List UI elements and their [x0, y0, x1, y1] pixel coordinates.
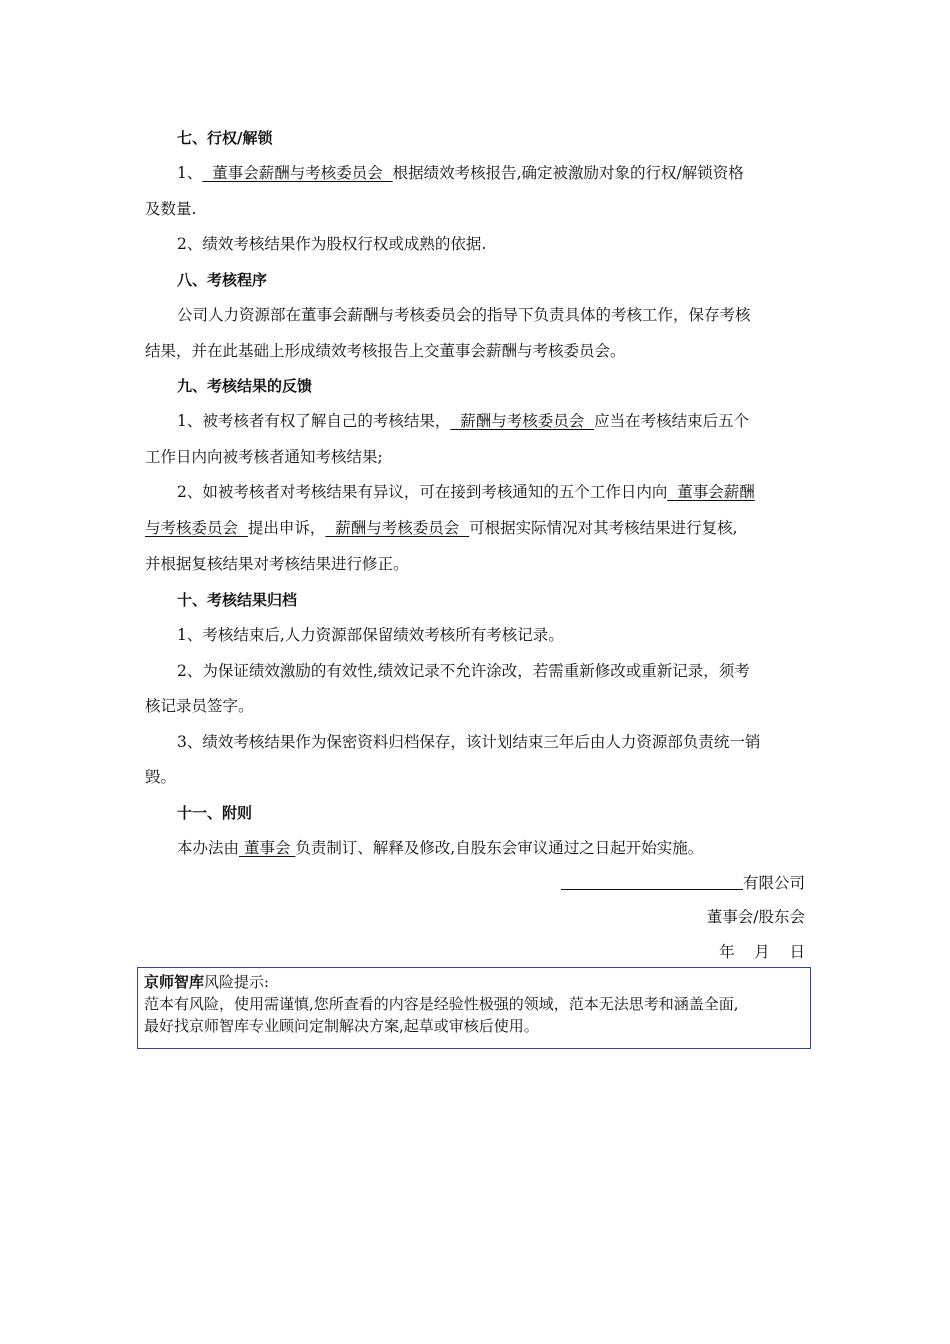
text: 1、被考核者有权了解自己的考核结果，: [177, 412, 451, 430]
text: 风险提示:: [204, 973, 270, 991]
paragraph: [177, 482, 810, 502]
signature-body: 董事会/股东会: [706, 908, 805, 926]
text: 1、: [177, 164, 203, 182]
text: 负责制订、解释及修改,自股东会审议通过之日起开始实施。: [295, 839, 704, 857]
underlined-party: 薪酬与考核委员会: [325, 519, 470, 537]
text: 提出申诉，: [247, 519, 326, 537]
underlined-party: 董事会薪酬与考核委员会: [202, 164, 393, 182]
signature-company: [561, 873, 805, 893]
text: 根据绩效考核报告,确定被激励对象的行权/解锁资格: [392, 164, 744, 182]
text: 应当在考核结束后五个: [594, 412, 750, 430]
section-heading-archive: 十、考核结果归档: [177, 591, 298, 609]
text: 本办法由: [177, 839, 240, 857]
paragraph: 2、为保证绩效激励的有效性,绩效记录不允许涂改，若需重新修改或重新记录，须考: [177, 662, 750, 680]
section-heading-vesting: 七、行权/解锁: [177, 129, 273, 147]
paragraph: [177, 411, 810, 431]
risk-notice-line: 最好找京师智库专业顾问定制解决方案,起草或审核后使用。: [144, 1017, 539, 1035]
signature-date: 年 月 日: [719, 943, 805, 961]
underlined-party: 董事会薪酬: [667, 483, 755, 501]
underlined-party: 董事会: [239, 839, 296, 857]
paragraph: [177, 838, 810, 858]
paragraph-continuation: 工作日内向被考核者通知考核结果;: [145, 448, 383, 466]
text: 2、如被考核者对考核结果有异议，可在接到考核通知的五个工作日内向: [177, 483, 668, 501]
brand-name: 京师智库: [144, 973, 205, 991]
paragraph-continuation: 并根据复核结果对考核结果进行修正。: [145, 555, 409, 573]
paragraph: 2、绩效考核结果作为股权行权或成熟的依据.: [177, 235, 487, 253]
paragraph: 3、绩效考核结果作为保密资料归档保存，该计划结束三年后由人力资源部负责统一销: [177, 733, 761, 751]
paragraph: 1、考核结束后,人力资源部保留绩效考核所有考核记录。: [177, 626, 564, 644]
paragraph-continuation: 及数量.: [145, 200, 197, 218]
paragraph-continuation: 核记录员签字。: [145, 697, 254, 715]
section-heading-supplementary: 十一、附则: [177, 804, 253, 822]
section-heading-procedure: 八、考核程序: [177, 271, 268, 289]
paragraph-continuation: [145, 518, 810, 538]
risk-notice-box: [137, 967, 811, 1049]
risk-notice-line: 范本有风险，使用需谨慎,您所查看的内容是经验性极强的领域，范本无法思考和涵盖全面,: [144, 995, 739, 1013]
company-name-blank: [561, 875, 743, 890]
text: 有限公司: [742, 874, 805, 892]
paragraph-continuation: 结果，并在此基础上形成绩效考核报告上交董事会薪酬与考核委员会。: [145, 342, 626, 360]
text: 可根据实际情况对其考核结果进行复核,: [469, 519, 738, 537]
underlined-party: 薪酬与考核委员会: [450, 412, 595, 430]
paragraph: 公司人力资源部在董事会薪酬与考核委员会的指导下负责具体的考核工作，保存考核: [177, 306, 751, 324]
paragraph: [177, 163, 810, 183]
underlined-party: 与考核委员会: [145, 519, 248, 537]
risk-notice-title: [144, 971, 804, 993]
section-heading-feedback: 九、考核结果的反馈: [177, 377, 313, 395]
paragraph-continuation: 毁。: [145, 768, 177, 786]
